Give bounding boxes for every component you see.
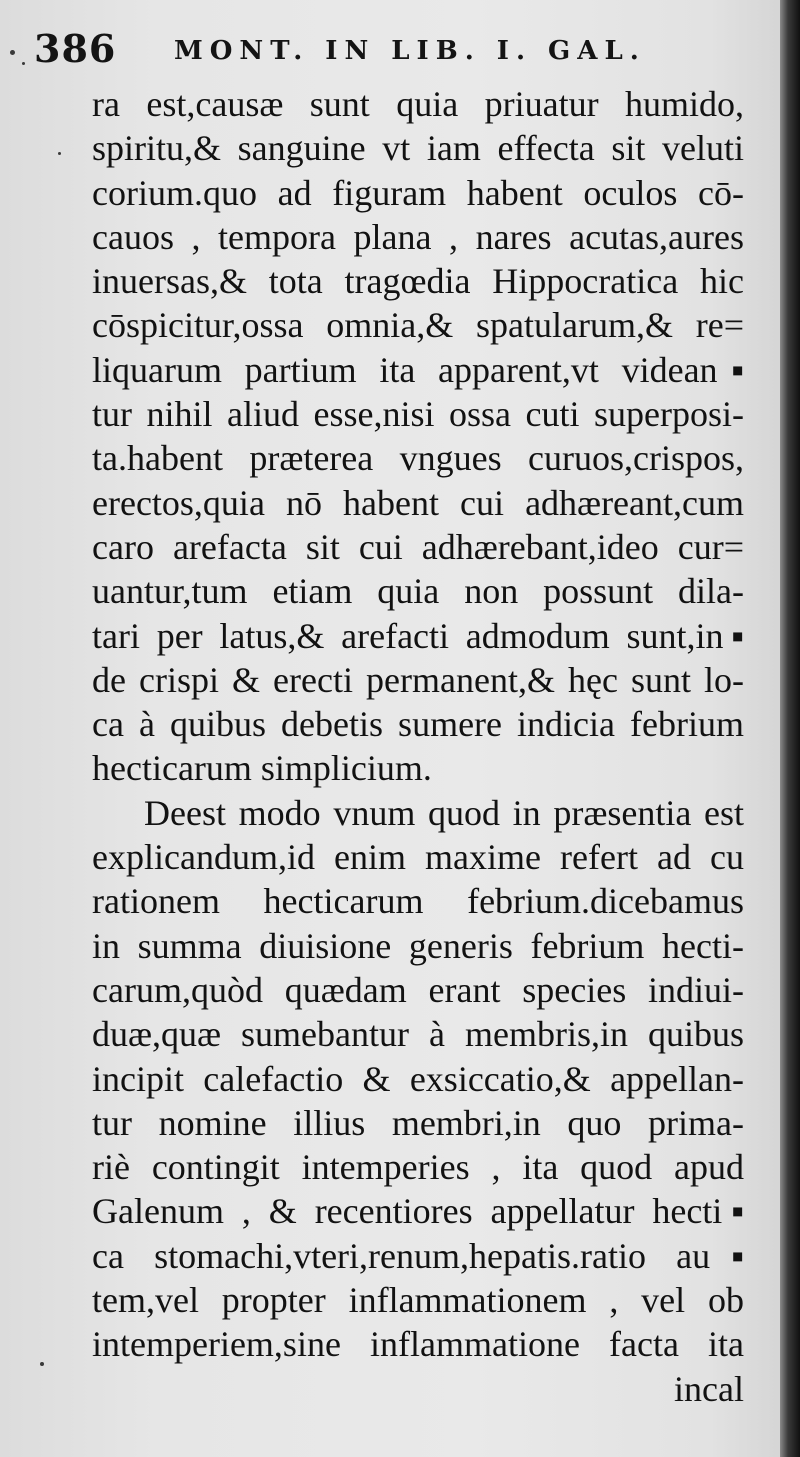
- ink-speck: [10, 50, 15, 55]
- page-edge-shadow: [780, 0, 800, 1457]
- text-line: explicandum,id enim maxime refert ad cu: [92, 837, 744, 878]
- page-number: 386: [34, 26, 117, 71]
- text-line: Galenum , & recentiores appellatur hecti▪: [92, 1191, 744, 1232]
- text-line: tur nihil aliud esse,nisi ossa cuti superposi-: [92, 394, 744, 435]
- body-text: [92, 82, 744, 1411]
- running-head: MONT. IN LIB. I. GAL.: [174, 36, 646, 66]
- text-line: cōspicitur,ossa omnia,& spatularum,& re=: [92, 305, 744, 346]
- text-line: rationem hecticarum febrium.dicebamus: [92, 881, 744, 922]
- text-line: liquarum partium ita apparent,vt videan▪: [92, 349, 744, 390]
- page-header: [34, 26, 734, 72]
- text-line: ca à quibus debetis sumere indicia febrium: [92, 704, 744, 745]
- text-line: erectos,quia nō habent cui adhæreant,cum: [92, 482, 744, 523]
- ink-speck: [22, 62, 25, 65]
- text-line: uantur,tum etiam quia non possunt dila-: [92, 571, 744, 612]
- text-line: riè contingit intemperies , ita quod apud: [92, 1147, 744, 1188]
- ink-speck: [40, 1362, 44, 1366]
- text-line: ra est,causæ sunt quia priuatur humido,: [92, 84, 744, 124]
- text-line: de crispi & erecti permanent,& hęc sunt lo-: [92, 659, 744, 700]
- text-line: tari per latus,& arefacti admodum sunt,in▪: [92, 615, 744, 656]
- text-line: cauos , tempora plana , nares acutas,aures: [92, 216, 744, 257]
- text-line: caro arefacta sit cui adhærebant,ideo cur=: [92, 526, 744, 567]
- text-line: spiritu,& sanguine vt iam effecta sit veluti: [92, 128, 744, 169]
- text-line: ca stomachi,vteri,renum,hepatis.ratio au▪: [92, 1235, 744, 1276]
- ink-speck: [58, 152, 61, 155]
- catchword: incal: [674, 1368, 744, 1409]
- text-line: carum,quòd quædam erant species indiui-: [92, 969, 744, 1010]
- text-line: tem,vel propter inflammationem , vel ob: [92, 1280, 744, 1321]
- text-line: inuersas,& tota tragœdia Hippocratica hic: [92, 261, 744, 302]
- paragraph-first-line: Deest modo vnum quod in præsentia est: [144, 792, 744, 833]
- text-line: in summa diuisione generis febrium hecti-: [92, 925, 744, 966]
- text-line: incipit calefactio & exsiccatio,& appellan-: [92, 1058, 744, 1099]
- text-line: hecticarum simplicium.: [92, 748, 432, 789]
- text-line: tur nomine illius membri,in quo prima-: [92, 1102, 744, 1143]
- text-line: duæ,quæ sumebantur à membris,in quibus: [92, 1014, 744, 1055]
- text-line: corium.quo ad figuram habent oculos cō-: [92, 172, 744, 213]
- text-line: ta.habent præterea vngues curuos,crispos,: [92, 438, 744, 479]
- text-line: intemperiem,sine inflammatione facta ita: [92, 1324, 744, 1365]
